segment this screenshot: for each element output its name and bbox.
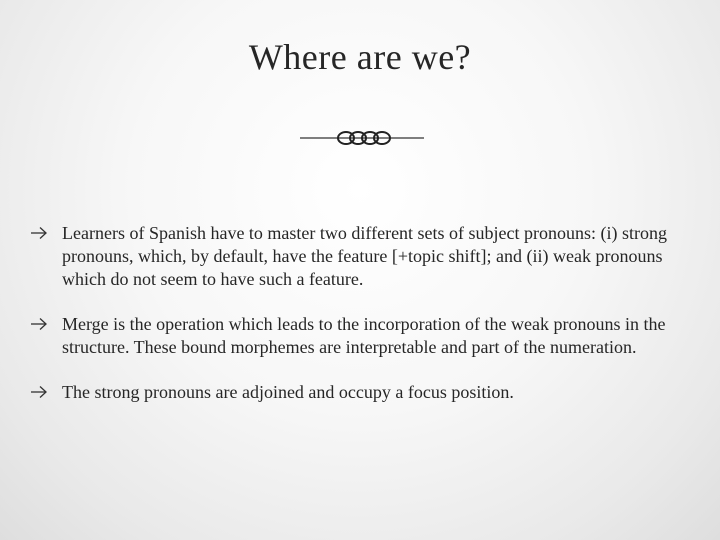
right-arrow-icon: [30, 226, 48, 240]
bullet-text: Merge is the operation which leads to the incorporation of the weak pronouns in the structure. These bound morphemes are interpretable and part of the numeration.: [62, 314, 666, 357]
bullet-text: The strong pronouns are adjoined and occupy a focus position.: [62, 382, 514, 402]
right-arrow-icon: [30, 385, 48, 399]
ornamental-divider-icon: [300, 124, 424, 152]
bullet-text: Learners of Spanish have to master two different sets of subject pronouns: (i) strong pronouns, which, by default, have the feature [+topic shift]; and (ii) weak pronouns which do not seem to have such a feature.: [62, 223, 668, 289]
list-item: [30, 313, 690, 359]
list-item: [30, 222, 690, 291]
bullet-list: [30, 222, 690, 426]
slide-title: Where are we?: [248, 37, 472, 77]
right-arrow-icon: [30, 317, 48, 331]
list-item: [30, 381, 690, 404]
